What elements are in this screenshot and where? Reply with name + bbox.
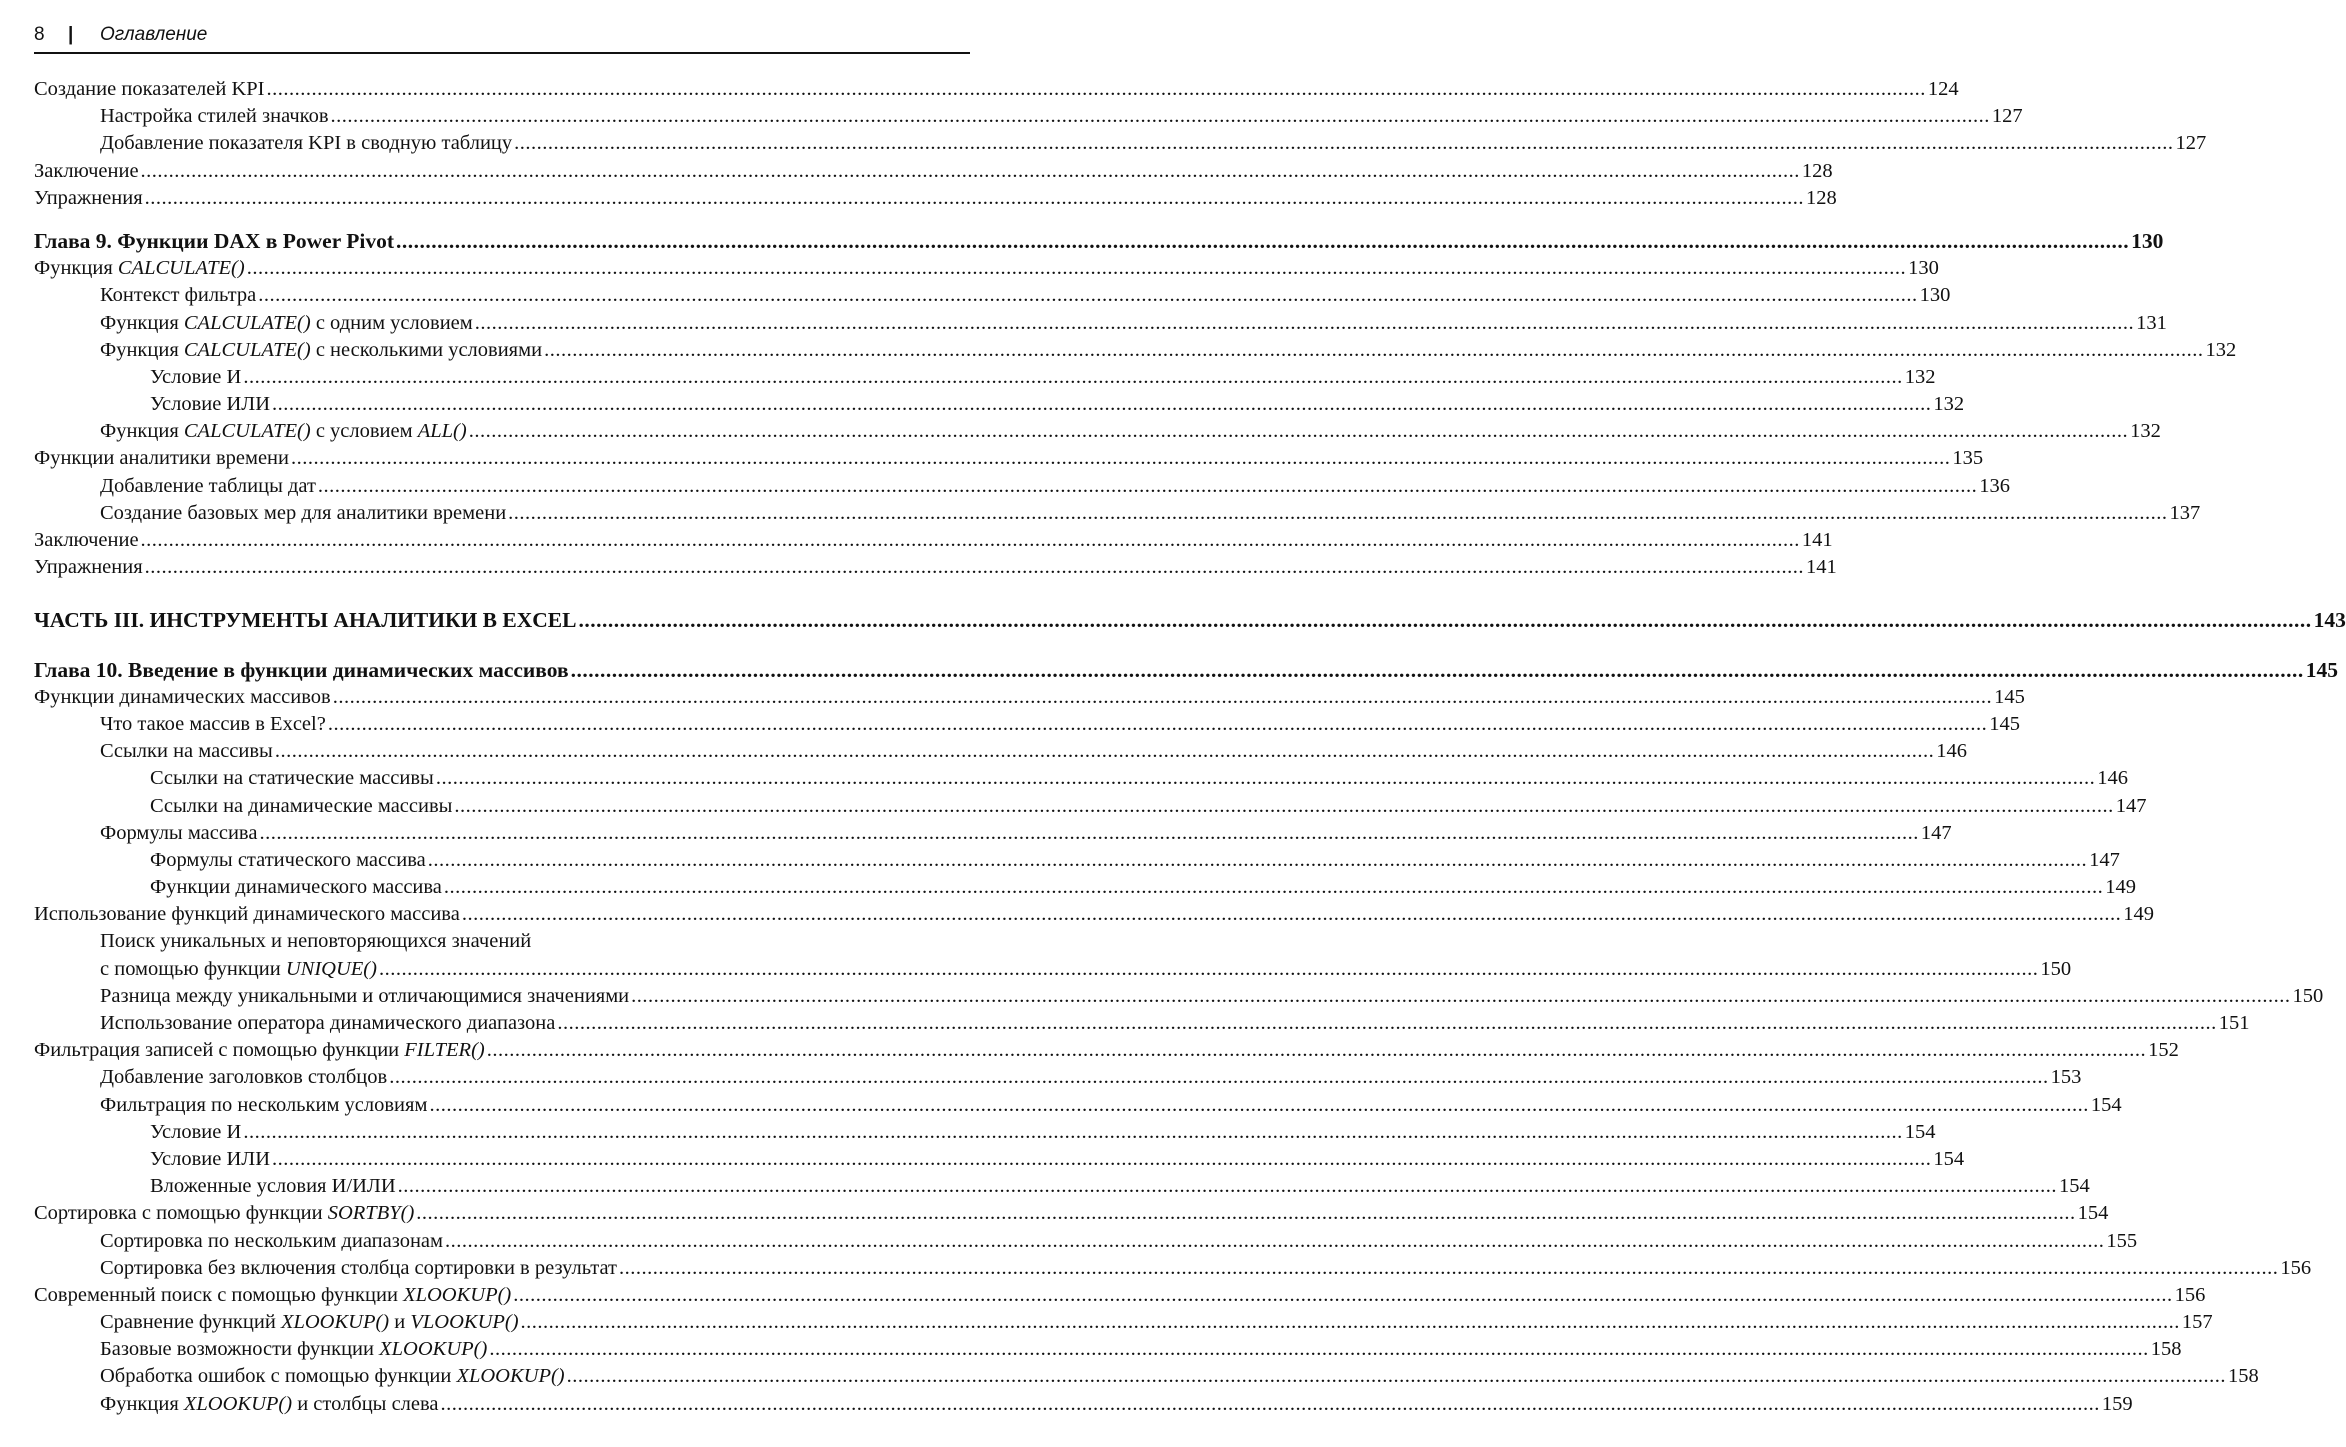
toc-title-segment: XLOOKUP(): [183, 1392, 293, 1415]
dot-leader: [631, 983, 2290, 1010]
toc-page-number: 132: [1933, 393, 1965, 416]
toc-title-segment: Ссылки на массивы: [100, 740, 273, 763]
toc-entry-title: [150, 1146, 270, 1173]
toc-title-segment: Контекст фильтра: [100, 284, 257, 307]
toc-page-number: 157: [2181, 1311, 2213, 1334]
toc-title-segment: Формулы статического массива: [150, 848, 426, 871]
toc-entry-title: [100, 738, 273, 765]
toc-page-number: 124: [1927, 78, 1959, 100]
dot-leader: [429, 1092, 2088, 1119]
toc-title-segment: CALCULATE(): [183, 311, 311, 334]
dot-leader: [445, 1228, 2104, 1255]
toc-entry-title: [100, 820, 257, 847]
toc-page-number: 137: [2169, 501, 2201, 524]
toc-entry: [34, 1037, 2179, 1064]
dot-leader: [557, 1010, 2216, 1037]
dot-leader: [444, 874, 2103, 901]
toc-title-segment: Функция: [100, 1392, 184, 1415]
toc-chapter-heading: [34, 657, 2338, 684]
toc-entry: [34, 956, 2072, 983]
running-header: [34, 22, 970, 54]
toc-page-number: 130: [1908, 257, 1939, 280]
dot-leader: [521, 1309, 2180, 1336]
toc-title-segment: Создание базовых мер для аналитики времени: [100, 501, 507, 524]
toc-entry-title: [34, 445, 289, 472]
toc-entry: [34, 1309, 2213, 1336]
toc-page-number: 132: [2205, 338, 2237, 361]
toc-title-segment: UNIQUE(): [285, 957, 377, 980]
toc-page-number: 149: [2105, 876, 2137, 899]
toc-entry-title: [150, 847, 426, 874]
toc-entry-title: [100, 418, 467, 445]
toc-title-segment: Современный поиск с помощью функции: [34, 1283, 404, 1306]
dot-leader: [379, 956, 2038, 983]
dot-leader: [272, 391, 1931, 418]
toc-title-segment: XLOOKUP(): [403, 1283, 512, 1306]
toc-entry-title: [100, 1010, 555, 1037]
toc-title-segment: Сортировка без включения столбца сортировки в результат: [100, 1256, 617, 1279]
toc-entry: [34, 527, 1833, 554]
dot-leader: [619, 1255, 2278, 1282]
dot-leader: [487, 1037, 2146, 1064]
dot-leader: [508, 500, 2167, 527]
toc-entry-title: [100, 1309, 519, 1336]
toc-entry: [34, 793, 2147, 820]
page-number: 8: [34, 24, 45, 45]
toc-title-segment: Заключение: [34, 159, 139, 182]
toc-page-number: 132: [1904, 365, 1936, 388]
toc-chapter-heading: [34, 228, 2164, 255]
toc-page-number: 147: [1920, 821, 1952, 844]
toc-page-number: 155: [2106, 1229, 2138, 1252]
toc-title-segment: Формулы массива: [100, 821, 258, 844]
toc-page-number: 156: [2280, 1256, 2312, 1279]
toc-title-segment: Функция: [34, 257, 118, 280]
dot-leader: [267, 76, 1926, 103]
toc-title-segment: Функция: [100, 311, 184, 334]
toc-entry-title: [100, 310, 473, 337]
toc-entry-title: [100, 1363, 565, 1390]
toc-entry: [34, 1146, 1965, 1173]
toc-entry: [34, 1391, 2133, 1418]
dot-leader: [428, 847, 2087, 874]
toc-page-number: 147: [2115, 794, 2147, 817]
toc-page-number: 150: [2040, 957, 2072, 980]
toc-entry-title: [34, 1282, 511, 1309]
toc-page-number: 158: [2150, 1338, 2182, 1361]
toc-entry-title: [100, 1255, 617, 1282]
toc-entry-title: [150, 874, 442, 901]
toc-page-number: 146: [2097, 767, 2128, 790]
toc-title-segment: ALL(): [417, 420, 467, 443]
toc-entry-title: [100, 500, 506, 527]
toc-entry: [34, 820, 1952, 847]
toc-title-segment: Условие И: [150, 365, 242, 388]
toc-entry: [34, 391, 1965, 418]
toc-title-segment: Добавление показателя KPI в сводную таблицу: [100, 132, 513, 155]
toc-entry-title: [34, 1037, 485, 1064]
toc-title-segment: Заключение: [34, 529, 139, 551]
toc-page-number: 156: [2174, 1283, 2206, 1306]
toc-page-number: 158: [2228, 1365, 2259, 1388]
toc-title-segment: Обработка ошибок с помощью функции: [100, 1365, 457, 1388]
toc-entry-title: [100, 1391, 439, 1418]
toc-entry: [34, 185, 1837, 212]
toc-page-number: 136: [1979, 474, 2011, 497]
toc-title-segment: Использование функций динамического массива: [34, 903, 460, 926]
toc-entry-title: [34, 1200, 414, 1227]
toc-page-number: 145: [2305, 657, 2338, 682]
dot-leader: [398, 1173, 2057, 1200]
toc-page-number: 145: [1989, 712, 2020, 735]
dot-leader: [489, 1336, 2148, 1363]
toc-entry-title: [100, 983, 629, 1010]
toc-entry-title: [34, 158, 139, 185]
toc-part-heading: [34, 607, 2346, 634]
toc-title-segment: Настройка стилей значков: [100, 105, 329, 128]
toc-title-segment: Добавление заголовков столбцов: [100, 1066, 388, 1089]
toc-entry: [34, 500, 2201, 527]
toc-entry-title: [100, 103, 329, 130]
dot-leader: [454, 793, 2113, 820]
toc-entry: [34, 901, 2154, 928]
toc-entry-title: [150, 765, 434, 792]
toc-title-segment: с условием: [310, 420, 418, 443]
toc-entry-title: [100, 130, 512, 157]
toc-title-segment: Вложенные условия И/ИЛИ: [150, 1175, 396, 1198]
dot-leader: [145, 554, 1804, 581]
toc-page-number: 130: [2131, 228, 2164, 253]
toc-entry-title: [34, 255, 245, 282]
toc-page-number: 152: [2148, 1039, 2179, 1062]
toc-page-number: 151: [2218, 1012, 2250, 1034]
toc-title-segment: Сортировка по нескольким диапазонам: [100, 1229, 443, 1252]
toc-page-number: 154: [1904, 1120, 1936, 1143]
toc-title-segment: Условие ИЛИ: [150, 1147, 271, 1170]
toc-title-segment: CALCULATE(): [183, 338, 311, 361]
toc-page-number: 127: [1991, 105, 2023, 128]
toc-title-segment: Глава 10. Введение в функции динамических массивов: [34, 657, 569, 682]
toc-title-segment: с одним условием: [310, 311, 473, 334]
toc-title-segment: XLOOKUP(): [456, 1365, 565, 1388]
toc-entry: [34, 1200, 2109, 1227]
toc-title-segment: Ссылки на динамические массивы: [150, 794, 453, 817]
toc-title-segment: Добавление таблицы дат: [100, 474, 316, 497]
toc-title-segment: Что такое массив в Excel?: [100, 712, 326, 735]
dot-leader: [328, 711, 1987, 738]
toc-entry-title: [100, 473, 316, 500]
toc-entry-title: [100, 711, 326, 738]
dot-leader: [469, 418, 2128, 445]
dot-leader: [333, 684, 1992, 711]
toc-entry: [34, 473, 2011, 500]
toc-entry-title: [100, 1064, 387, 1091]
toc-title-segment: XLOOKUP(): [280, 1311, 390, 1334]
toc-page-number: 130: [1919, 284, 1951, 307]
toc-title-segment: Разница между уникальными и отличающимися значениями: [100, 984, 630, 1007]
dot-leader: [318, 473, 1977, 500]
toc-title-segment: CALCULATE(): [117, 257, 245, 280]
toc-entry: [34, 1092, 2122, 1119]
toc-entry: [34, 1173, 2090, 1200]
toc-entry: [34, 738, 1967, 765]
toc-title-segment: и: [389, 1311, 411, 1334]
toc-entry: [34, 130, 2207, 157]
dot-leader: [243, 364, 1902, 391]
toc-entry-title: [34, 684, 331, 711]
toc-title-segment: Условие ИЛИ: [150, 393, 271, 416]
toc-entry: [34, 103, 2023, 130]
toc-page-number: 147: [2089, 848, 2120, 871]
dot-leader: [331, 103, 1990, 130]
toc-page-number: 154: [2059, 1175, 2090, 1198]
toc-title-segment: CALCULATE(): [183, 420, 311, 443]
dot-leader: [141, 527, 1800, 554]
toc-title-segment: Функции динамических массивов: [34, 685, 331, 708]
dot-leader: [416, 1200, 2075, 1227]
toc-entry: [34, 1363, 2259, 1390]
toc-entry: [34, 983, 2324, 1010]
dot-leader: [436, 765, 2095, 792]
toc-entry-title: [150, 793, 452, 820]
toc-entry-title: [150, 1173, 396, 1200]
toc-entry-title: [34, 607, 576, 634]
toc-title-segment: Упражнения: [34, 186, 143, 209]
toc-entry: [34, 364, 1936, 391]
toc-entry: [34, 684, 2025, 711]
running-head-title: Оглавление: [100, 24, 208, 45]
toc-title-segment: Сортировка с помощью функции: [34, 1202, 328, 1225]
toc-title-segment: ЧАСТЬ III. ИНСТРУМЕНТЫ АНАЛИТИКИ В EXCEL: [34, 608, 577, 633]
toc-page-number: 146: [1936, 740, 1967, 763]
toc-entry: [34, 554, 1837, 581]
toc-entry-title: [34, 76, 265, 103]
toc-entry: [34, 874, 2137, 901]
toc-title-segment: Функция: [100, 338, 184, 361]
toc-entry: [34, 1282, 2206, 1309]
toc-entry: [34, 310, 2167, 337]
toc-entry: [34, 847, 2120, 874]
dot-leader: [291, 445, 1950, 472]
toc-entry-title: [34, 554, 143, 581]
toc-title-segment: Условие И: [150, 1120, 242, 1143]
toc-page-number: 128: [1806, 186, 1837, 209]
toc-entry-title: [150, 391, 270, 418]
toc-title-segment: SORTBY(): [327, 1202, 415, 1225]
toc-title-segment: с несколькими условиями: [310, 338, 543, 361]
toc-title-segment: VLOOKUP(): [410, 1311, 519, 1334]
toc-title-segment: Фильтрация записей с помощью функции: [34, 1039, 405, 1062]
toc-page-number: 149: [2123, 903, 2154, 926]
toc-entry-title: [100, 282, 256, 309]
toc-entry: [34, 1010, 2250, 1037]
table-of-contents: [34, 76, 2346, 1418]
dot-leader: [571, 657, 2304, 684]
toc-entry-title: [100, 1336, 487, 1363]
toc-entry-title: [34, 228, 394, 255]
toc-page-number: 154: [2077, 1202, 2109, 1225]
dot-leader: [544, 337, 2203, 364]
toc-entry: [34, 928, 970, 955]
toc-title-segment: Упражнения: [34, 556, 143, 579]
toc-title-segment: с помощью функции: [100, 957, 286, 980]
toc-page-number: 154: [1933, 1147, 1965, 1170]
toc-entry-title: [100, 928, 531, 955]
toc-title-segment: Глава 9. Функции DAX в Power Pivot: [34, 228, 395, 253]
dot-leader: [243, 1119, 1902, 1146]
toc-entry: [34, 1336, 2182, 1363]
toc-entry: [34, 711, 2020, 738]
toc-entry: [34, 337, 2237, 364]
toc-page-number: 127: [2175, 132, 2207, 155]
toc-page-number: 128: [1801, 159, 1833, 182]
toc-title-segment: и столбцы слева: [292, 1392, 439, 1415]
toc-entry: [34, 1255, 2312, 1282]
toc-entry: [34, 765, 2128, 792]
toc-title-segment: Фильтрация по нескольким условиям: [100, 1093, 428, 1116]
toc-title-segment: Ссылки на статические массивы: [150, 767, 434, 790]
dot-leader: [258, 282, 1917, 309]
dot-leader: [259, 820, 1918, 847]
toc-entry-title: [34, 185, 143, 212]
dot-leader: [141, 158, 1800, 185]
toc-entry-title: [100, 337, 542, 364]
toc-page-number: 141: [1801, 529, 1833, 551]
toc-entry-title: [100, 1092, 427, 1119]
toc-title-segment: Функция: [100, 420, 184, 443]
header-separator: |: [68, 24, 74, 45]
toc-entry: [34, 255, 1939, 282]
toc-entry-title: [34, 901, 460, 928]
dot-leader: [514, 130, 2173, 157]
toc-entry-title: [150, 1119, 241, 1146]
dot-leader: [272, 1146, 1931, 1173]
toc-title-segment: Поиск уникальных и неповторяющихся значений: [100, 930, 532, 953]
toc-page-number: 131: [2136, 311, 2167, 334]
dot-leader: [475, 310, 2134, 337]
toc-title-segment: Функции динамического массива: [150, 876, 442, 899]
toc-title-segment: FILTER(): [404, 1039, 485, 1062]
toc-title-segment: Использование оператора динамического диапазона: [100, 1012, 556, 1034]
toc-title-segment: Сравнение функций: [100, 1311, 281, 1334]
toc-page-number: 150: [2292, 984, 2324, 1007]
toc-title-segment: XLOOKUP(): [379, 1338, 488, 1361]
toc-page-number: 145: [1994, 685, 2025, 708]
toc-entry-title: [34, 657, 569, 684]
toc-entry: [34, 1228, 2138, 1255]
toc-entry: [34, 76, 1959, 103]
dot-leader: [567, 1363, 2226, 1390]
toc-entry-title: [34, 527, 139, 554]
toc-entry: [34, 445, 1984, 472]
toc-entry: [34, 282, 1951, 309]
toc-page-number: 132: [2130, 420, 2161, 443]
dot-leader: [275, 738, 1934, 765]
dot-leader: [247, 255, 1906, 282]
dot-leader: [513, 1282, 2172, 1309]
toc-entry-title: [100, 1228, 443, 1255]
toc-title-segment: Создание показателей KPI: [34, 78, 265, 100]
toc-entry-title: [150, 364, 241, 391]
dot-leader: [145, 185, 1804, 212]
toc-page-number: 159: [2101, 1392, 2133, 1415]
dot-leader: [389, 1064, 2048, 1091]
toc-title-segment: Функции аналитики времени: [34, 447, 289, 470]
toc-page-number: 135: [1952, 447, 1984, 470]
toc-page-number: 154: [2090, 1093, 2122, 1116]
toc-entry: [34, 418, 2161, 445]
toc-title-segment: Базовые возможности функции: [100, 1338, 380, 1361]
toc-page-number: 141: [1806, 556, 1837, 579]
dot-leader: [396, 228, 2129, 255]
toc-entry: [34, 1064, 2082, 1091]
toc-entry: [34, 158, 1833, 185]
toc-entry: [34, 1119, 1936, 1146]
dot-leader: [578, 607, 2311, 634]
dot-leader: [441, 1391, 2100, 1418]
dot-leader: [462, 901, 2121, 928]
toc-page-number: 143: [2313, 608, 2346, 633]
toc-page-number: 153: [2050, 1066, 2082, 1089]
toc-entry-title: [100, 956, 377, 983]
